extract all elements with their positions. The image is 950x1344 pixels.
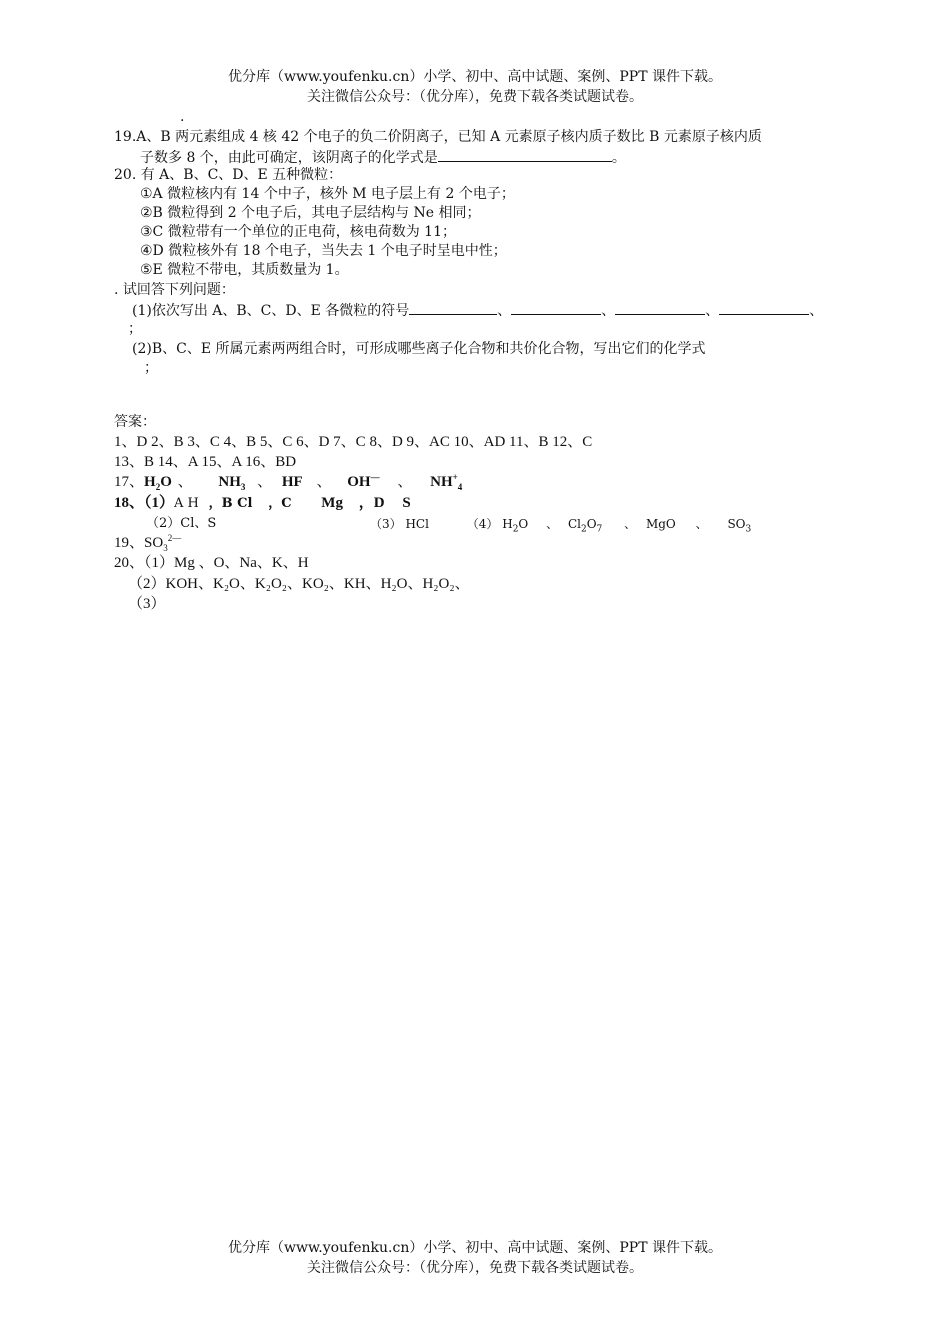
q20-item-2: ②B 微粒得到 2 个电子后，其电子层结构与 Ne 相同； (140, 205, 481, 221)
q20-item-5: ⑤E 微粒不带电，其质数量为 1。 (140, 262, 349, 278)
separator: 、 (695, 517, 708, 531)
header-line-1: 优分库（www.youfenku.cn）小学、初中、高中试题、案例、PPT 课件下载。 (227, 69, 722, 85)
separator: 、 (316, 474, 332, 490)
q19-line-2-text: 子数多 8 个，由此可确定，该阴离子的化学式是 (140, 150, 438, 166)
formula-oh: OH— (347, 472, 380, 490)
answer-18-d-value: S (402, 495, 411, 511)
q20-blank-a[interactable] (409, 301, 497, 315)
separator: 、 (177, 474, 193, 490)
q20-item-4: ④D 微粒核外有 18 个电子，当失去 1 个电子时呈电中性； (140, 243, 507, 259)
answer-20-part-3: （3） (128, 596, 166, 612)
q20-item-3: ③C 微粒带有一个单位的正电荷，核电荷数为 11； (140, 224, 456, 240)
q19-line-2-end: 。 (611, 150, 626, 166)
answer-20-part-2: （2）KOH、K₂O、K₂O₂、KO₂、KH、H₂O、H₂O₂、 (128, 576, 470, 592)
answer-20-part-1: 20、（1）Mg 、O、Na、K、H (114, 555, 309, 571)
answers-title: 答案： (114, 414, 156, 430)
q20-blank-c[interactable] (615, 301, 705, 315)
answer-18-c: ，C (268, 496, 292, 511)
formula-nh4: $NH^+_4$ (430, 472, 463, 492)
answer-18-row-2 (146, 514, 216, 533)
q20-part-1-end: ； (128, 321, 142, 337)
answer-18-part-3: （3） HCl (370, 517, 429, 531)
formula-nh3: $NH_3$ (218, 474, 246, 492)
q20-blank-d[interactable] (719, 301, 809, 315)
answer-18-part-4: （4） H (466, 517, 513, 531)
footer-line-2: 关注微信公众号：（优分库），免费下载各类试题试卷。 (307, 1260, 643, 1276)
formula-h2o: $H_2O$ (144, 474, 172, 492)
formula-hf: HF (281, 474, 303, 490)
answer-18-row-2-rest: （3） HCl （4） $H_2O$ 、 $Cl_2O_7$ 、 MgO 、 $SO_3$ (370, 517, 752, 535)
answer-18-label: 18、（1） (114, 495, 175, 511)
q20-part-1 (132, 301, 823, 320)
answers-row-1: 1、D 2、B 3、C 4、B 5、C 6、D 7、C 8、D 9、AC 10、AD 11、B 12、C (114, 434, 593, 450)
q20-part-1-text: (1)依次写出 A、B、C、D、E 各微粒的符号 (132, 303, 410, 319)
header-line-2: 关注微信公众号：（优分库），免费下载各类试题试卷。 (307, 89, 643, 105)
q20-prompt: . 试回答下列问题： (114, 282, 235, 298)
q19-line-2 (140, 148, 626, 167)
separator: 、 (624, 517, 637, 531)
q19-answer-blank[interactable] (438, 148, 612, 162)
separator: 、 (705, 303, 720, 319)
separator: 、 (601, 303, 616, 319)
footer-line-1: 优分库（www.youfenku.cn）小学、初中、高中试题、案例、PPT 课件下载。 (227, 1240, 722, 1256)
answer-18-row-1 (114, 494, 411, 513)
answer-18-part-2: （2）Cl、S (146, 516, 217, 531)
separator: 、 (809, 303, 824, 319)
page-footer (0, 1238, 950, 1278)
q19-line-1: 19.A、B 两元素组成 4 核 42 个电子的负二价阴离子，已知 A 元素原子核内质子数比 B 元素原子核内质 (114, 129, 762, 145)
stray-dot: . (180, 109, 185, 125)
answers-row-2: 13、B 14、A 15、A 16、BD (114, 454, 297, 470)
separator: 、 (546, 517, 559, 531)
answer-18-d: ，D (358, 495, 385, 511)
q20-blank-b[interactable] (511, 301, 601, 315)
answer-18-c-value: Mg (321, 495, 343, 511)
formula-mgo: MgO (645, 517, 676, 531)
answer-18-a: A H (174, 496, 199, 511)
answer-17-label: 17、 (114, 474, 145, 490)
formula-cl2o7: $Cl_2O_7$ (567, 517, 603, 535)
answer-18-b: ，B Cl (208, 496, 253, 511)
answer-19-label: 19、SO (114, 535, 164, 551)
q20-item-1: ①A 微粒核内有 14 个中子，核外 M 电子层上有 2 个电子； (140, 186, 515, 202)
answer-19: 19、$SO_3^{2—}$ (114, 533, 182, 553)
q20-part-2-end: ； (144, 360, 158, 376)
answer-17 (114, 473, 462, 491)
q20-stem: 20. 有 A、B、C、D、E 五种微粒： (114, 167, 343, 183)
formula-so3: $SO_3$ (727, 517, 752, 535)
q20-part-2: (2)B、C、E 所属元素两两组合时，可形成哪些离子化合物和共价化合物，写出它们的化学式 (132, 341, 706, 357)
separator: 、 (257, 474, 273, 490)
separator: 、 (497, 303, 512, 319)
separator: 、 (397, 474, 413, 490)
page-header (0, 67, 950, 107)
